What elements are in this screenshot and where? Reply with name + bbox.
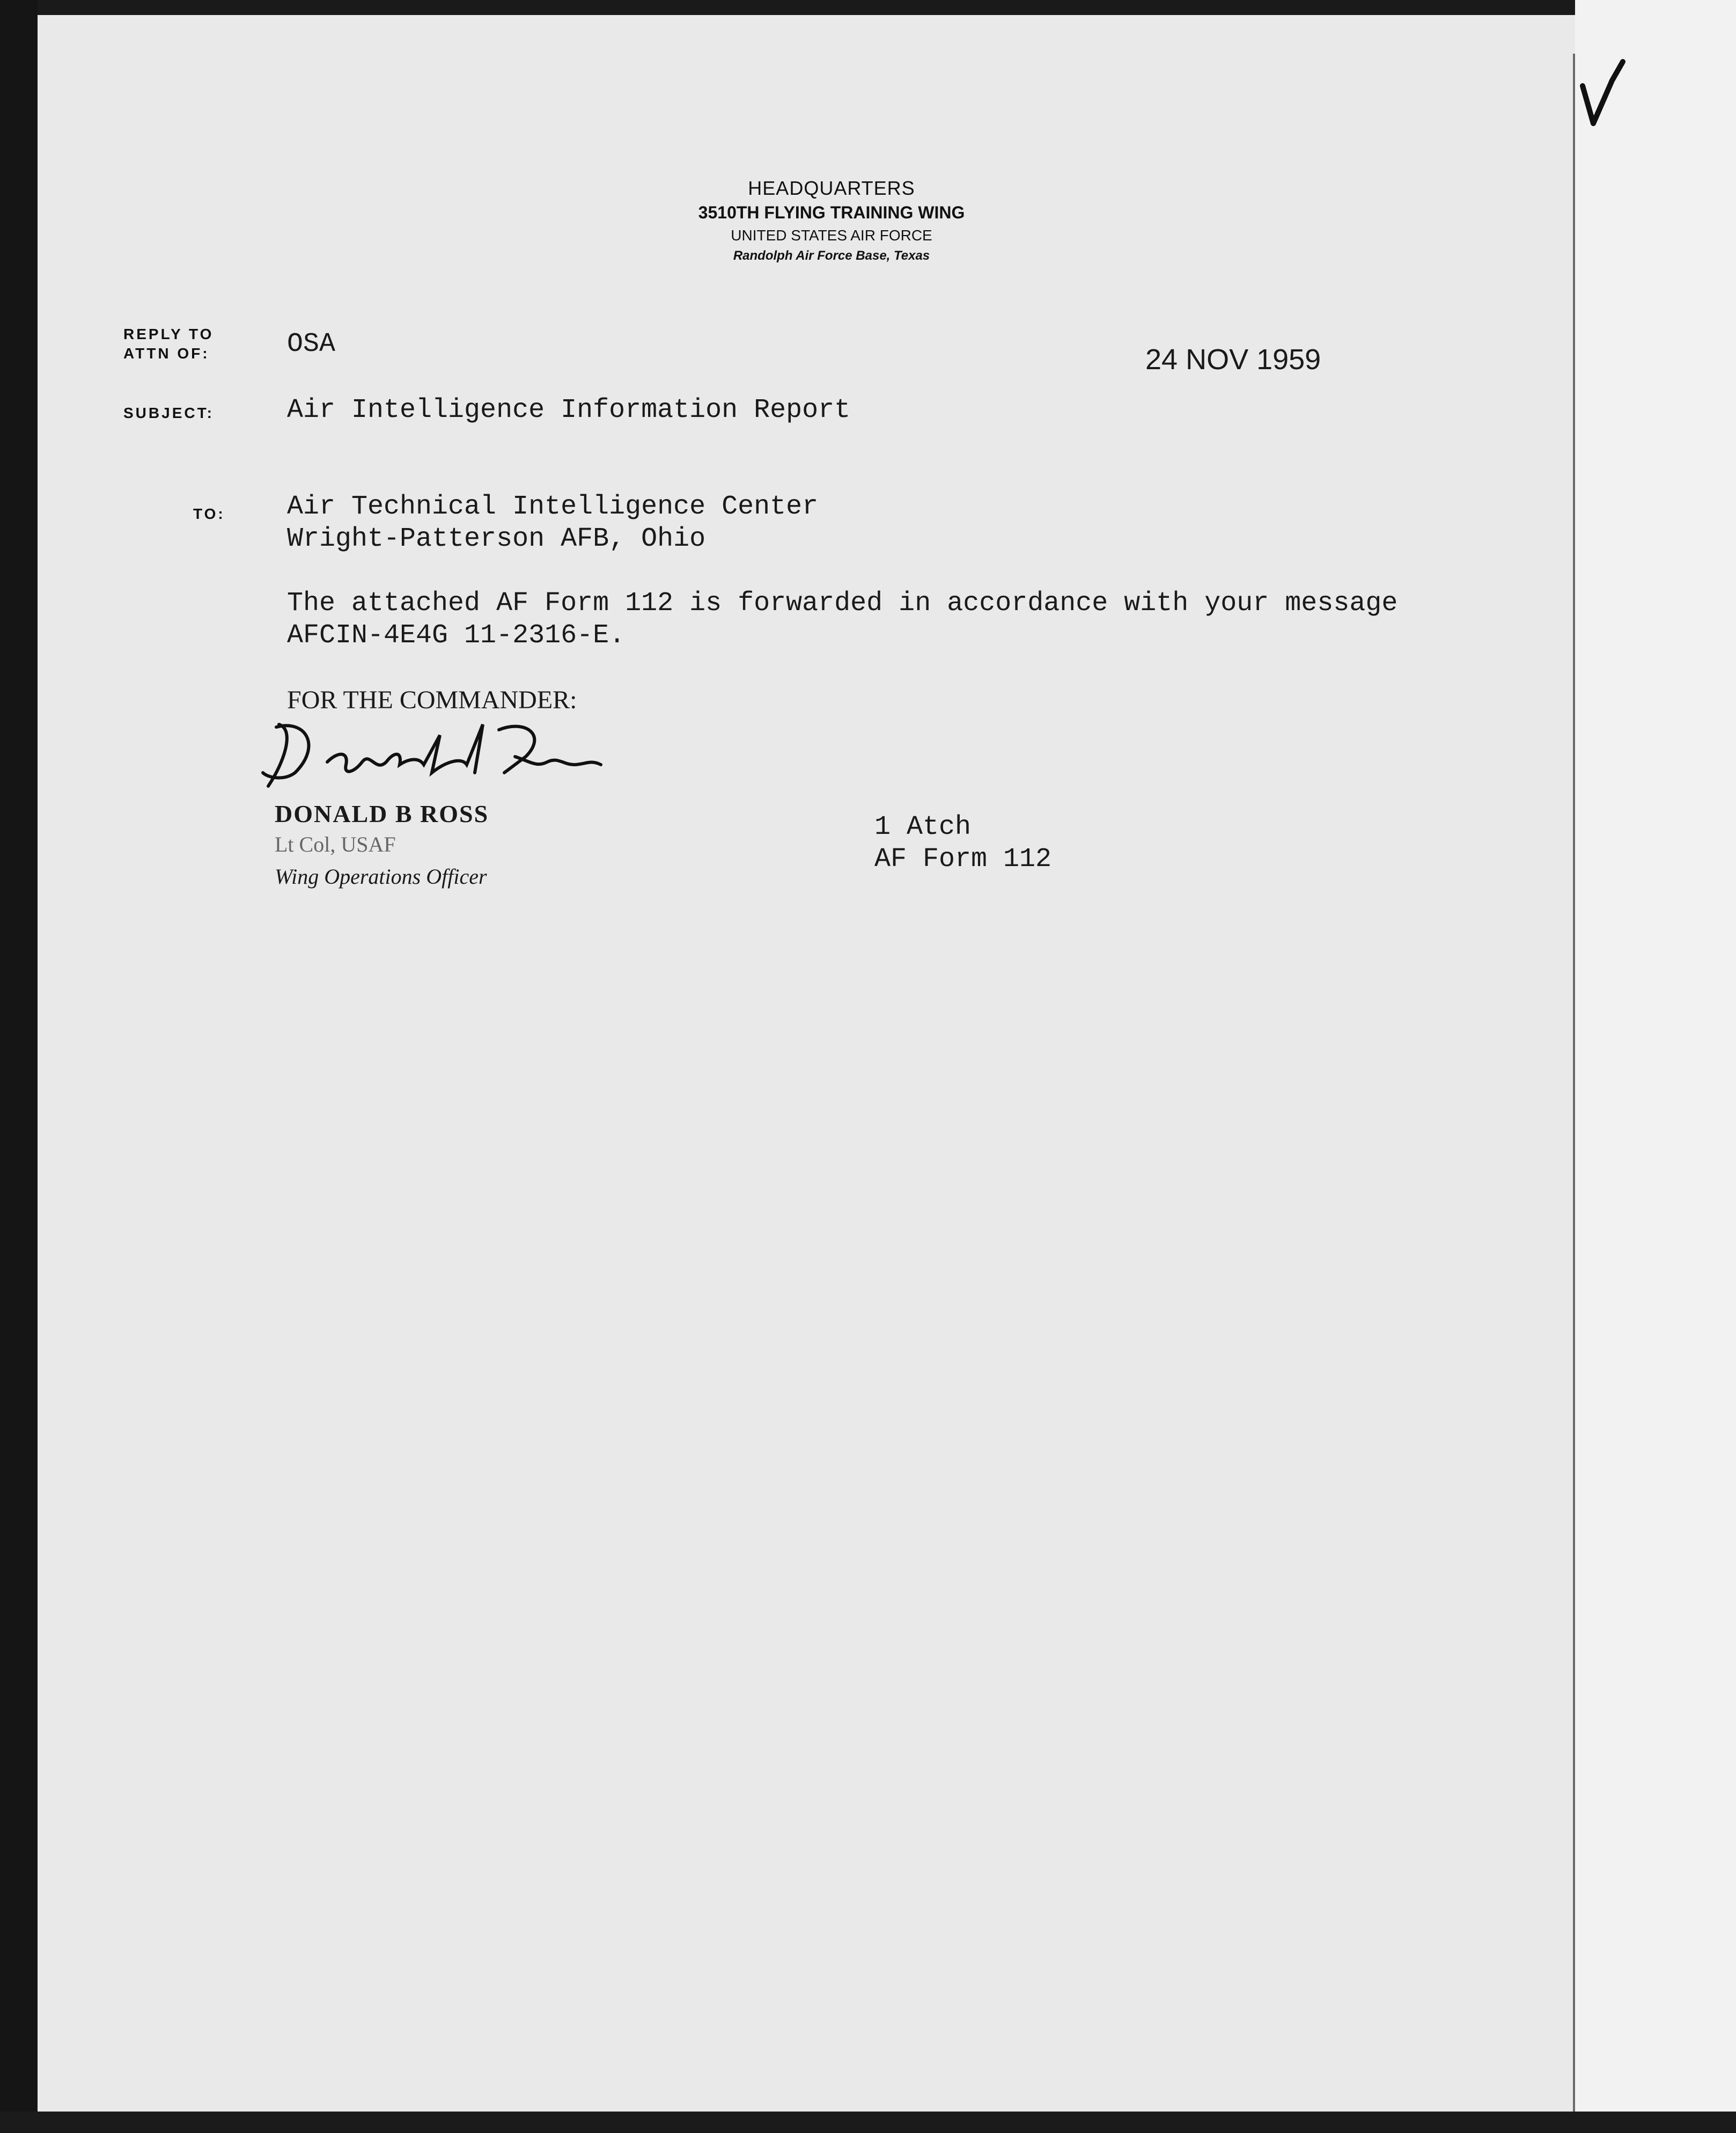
reply-to-label: REPLY TO ATTN OF: [123, 326, 214, 362]
subject-value: Air Intelligence Information Report [287, 395, 851, 426]
letterhead-headquarters: HEADQUARTERS [748, 177, 915, 199]
attachment-count: 1 Atch [874, 812, 972, 842]
to-address-line1: Air Technical Intelligence Center [287, 492, 819, 522]
letterhead-service: UNITED STATES AIR FORCE [731, 227, 932, 244]
checkmark-icon [1572, 54, 1647, 140]
subject-label: SUBJECT: [123, 405, 214, 421]
letterhead [590, 177, 1073, 263]
letterhead-unit: 3510TH FLYING TRAINING WING [698, 203, 965, 222]
body-line1: The attached AF Form 112 is forwarded in accordance with your message [287, 588, 1398, 619]
signer-name: DONALD B ROSS [275, 800, 489, 827]
to-label: TO: [193, 505, 225, 522]
body-line2: AFCIN-4E4G 11-2316-E. [287, 620, 626, 651]
to-address-line2: Wright-Patterson AFB, Ohio [287, 524, 706, 554]
page-edge-line [1573, 54, 1575, 2114]
reply-to-value: OSA [287, 329, 336, 360]
signature-image [247, 714, 633, 794]
letterhead-location: Randolph Air Force Base, Texas [733, 248, 930, 263]
scan-border-left [0, 0, 38, 2133]
scan-border-bottom [0, 2112, 1736, 2133]
date-stamp: 24 NOV 1959 [1145, 343, 1321, 376]
signer-rank: Lt Col, USAF [275, 832, 396, 856]
scan-margin-right [1575, 0, 1736, 2133]
signer-title: Wing Operations Officer [275, 864, 487, 889]
closing: FOR THE COMMANDER: [287, 686, 577, 714]
attachment-form: AF Form 112 [874, 844, 1052, 875]
